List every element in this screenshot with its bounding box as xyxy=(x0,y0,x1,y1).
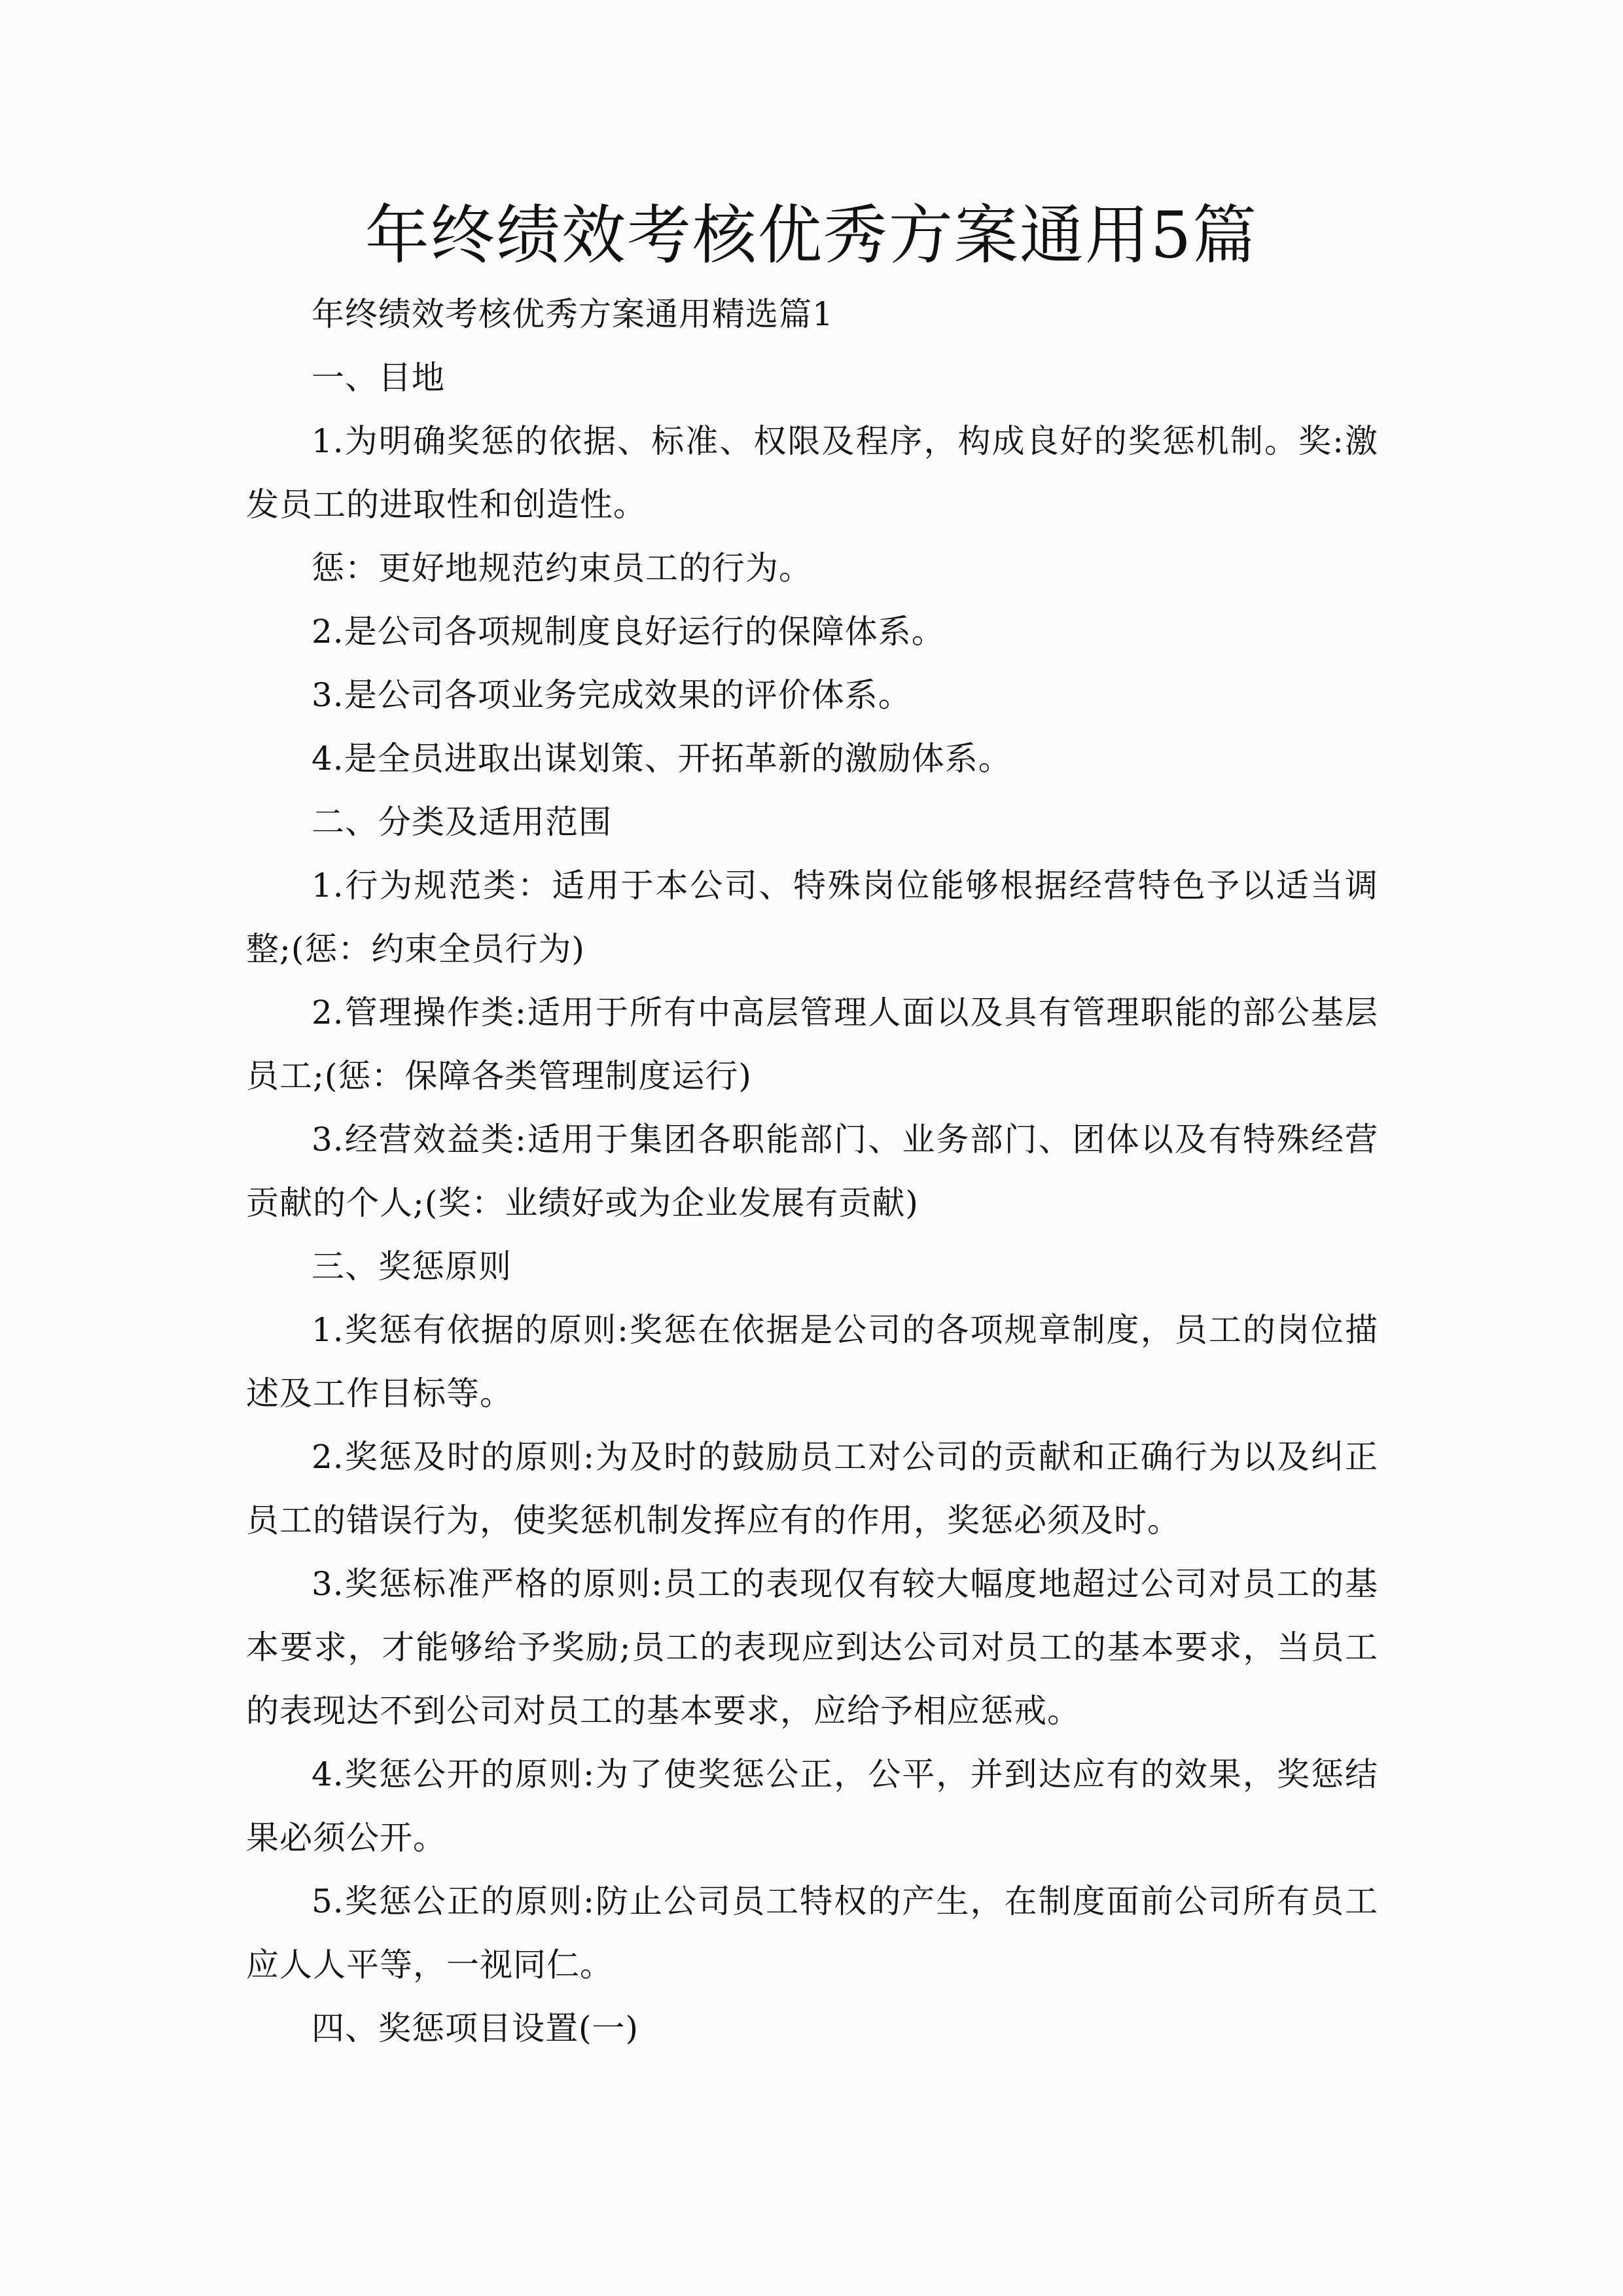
paragraph-purpose-4: 4.是全员进取出谋划策、开拓革新的激励体系。 xyxy=(312,740,1012,778)
section-heading-4: 四、奖惩项目设置(一) xyxy=(312,2009,639,2047)
paragraph-principle-5: 5.奖惩公正的原则:防止公司员工特权的产生，在制度面前公司所有员工应人人平等，一视同仁。 xyxy=(246,1882,1378,1984)
section-heading-1: 一、目地 xyxy=(312,359,445,397)
section-heading-2: 二、分类及适用范围 xyxy=(312,803,612,841)
paragraph-category-1: 1.行为规范类：适用于本公司、特殊岗位能够根据经营特色予以适当调整;(惩：约束全员行为) xyxy=(246,867,1378,968)
paragraph-purpose-2: 2.是公司各项规制度良好运行的保障体系。 xyxy=(312,613,945,651)
paragraph-principle-1: 1.奖惩有依据的原则:奖惩在依据是公司的各项规章制度，员工的岗位描述及工作目标等。 xyxy=(246,1311,1378,1412)
document-title: 年终绩效考核优秀方案通用5篇 xyxy=(365,198,1258,273)
document-body xyxy=(246,283,1378,2060)
paragraph-category-2: 2.管理操作类:适用于所有中高层管理人面以及具有管理职能的部公基层员工;(惩：保障各类管理制度运行) xyxy=(246,994,1378,1095)
paragraph-purpose-1: 1.为明确奖惩的依据、标准、权限及程序，构成良好的奖惩机制。奖:激发员工的进取性和创造性。 xyxy=(246,422,1378,524)
subtitle-paragraph: 年终绩效考核优秀方案通用精选篇1 xyxy=(312,295,834,333)
paragraph-purpose-penalty: 惩：更好地规范约束员工的行为。 xyxy=(312,549,812,587)
paragraph-principle-4: 4.奖惩公开的原则:为了使奖惩公正，公平，并到达应有的效果，奖惩结果必须公开。 xyxy=(246,1755,1378,1857)
paragraph-principle-3: 3.奖惩标准严格的原则:员工的表现仅有较大幅度地超过公司对员工的基本要求，才能够给予奖励;员工的表现应到达公司对员工的基本要求，当员工的表现达不到公司对员工的基本要求，应给予相应惩戒。 xyxy=(246,1565,1378,1730)
paragraph-category-3: 3.经营效益类:适用于集团各职能部门、业务部门、团体以及有特殊经营贡献的个人;(奖：业绩好或为企业发展有贡献) xyxy=(246,1121,1378,1222)
section-heading-3: 三、奖惩原则 xyxy=(312,1247,512,1285)
paragraph-principle-2: 2.奖惩及时的原则:为及时的鼓励员工对公司的贡献和正确行为以及纠正员工的错误行为，使奖惩机制发挥应有的作用，奖惩必须及时。 xyxy=(246,1438,1378,1539)
paragraph-purpose-3: 3.是公司各项业务完成效果的评价体系。 xyxy=(312,676,912,714)
